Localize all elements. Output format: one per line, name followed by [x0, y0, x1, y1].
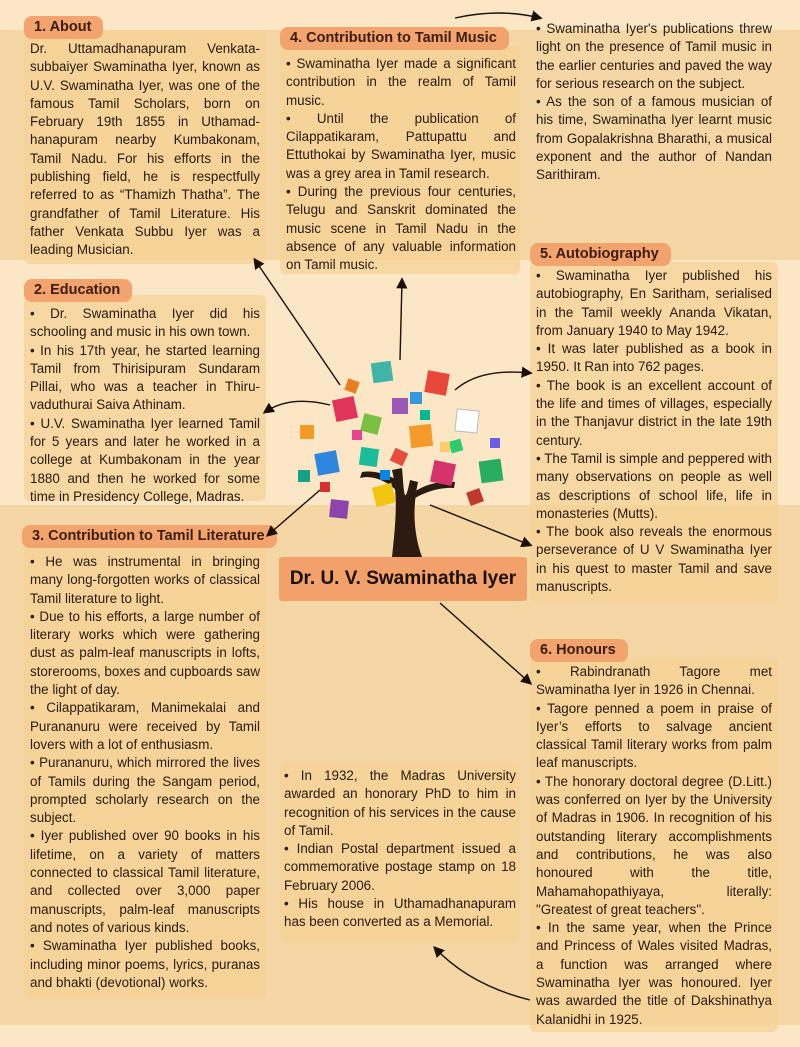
list-item: • Rabindranath Tagore met Swaminatha Iyer in 1926 in Chennai.	[536, 664, 772, 698]
autobiography-heading: 5. Autobiography	[530, 243, 671, 266]
page-title: Dr. U. V. Swaminatha Iyer	[279, 557, 527, 601]
list-item: • Tagore penned a poem in praise of Iyer’s efforts to salvage ancient classical Tamil literary works from palm leaf manuscripts.	[536, 700, 772, 771]
about-heading: 1. About	[24, 16, 103, 39]
list-item: • Due to his efforts, a large number of literary works which were gathering dust as palm-leaf manuscripts in lofts, storerooms, boxes and cupboards saw the light of day.	[30, 608, 260, 698]
list-item: • Cilappatikaram, Manimekalai and Purananuru were received by Tamil lovers with a lot of enthusiasm.	[30, 700, 260, 752]
education-heading: 2. Education	[24, 279, 132, 302]
list-item: • The honorary doctoral degree (D.Litt.) was conferred on Iyer by the University of Madras in 1906. In recognition of his outstanding literary accomplishments and contributions, he was also honoured with the title, Mahamahopathiyaya, literally: "Greatest of great teachers".	[536, 773, 772, 917]
list-item: • Purananuru, which mirrored the lives of Tamils during the Sangam period, prompted scholarly research on the subject.	[30, 755, 260, 826]
list-item: • Swaminatha Iyer published books, including minor poems, lyrics, puranas and bhakti (devotional) works.	[30, 938, 260, 990]
music-heading: 4. Contribution to Tamil Music	[280, 27, 509, 50]
list-item: • Swaminatha Iyer published his autobiography, En Saritham, serialised in the Tamil weekly Ananda Vikatan, from January 1940 to May 1942.	[536, 268, 772, 338]
list-item: • As the son of a famous musician of his time, Swaminatha Iyer learnt music from Gopalakrishna Bharathi, a musical exponent and the author of Nandan Sarithiram.	[536, 94, 772, 183]
list-item: • The book is an excellent account of the life and times of villages, especially in the Thanjavur district in the late 19th century.	[536, 377, 772, 448]
list-item: • Iyer published over 90 books in his lifetime, on a variety of matters connected to classical Tamil literature, and collected over 3,000 paper manuscripts, palm-leaf manuscripts and notes of various kinds.	[30, 828, 260, 935]
list-item: • His house in Uthamadhanapuram has been converted as a Memorial.	[284, 896, 516, 930]
list-item: • Until the publication of Cilappatikaram, Pattupattu and Ettuthokai by Swaminatha Iyer, music was a grey area in Tamil research.	[286, 110, 516, 181]
list-item: • He was instrumental in bringing many long-forgotten works of classical Tamil literature to light.	[30, 554, 260, 606]
list-item: • U.V. Swaminatha Iyer learned Tamil for 5 years and later he worked in a college at Kumbakonam in the year 1880 and then he worked for some time in Presidency College, Madras.	[30, 415, 260, 504]
list-item: • During the previous four centuries, Telugu and Sanskrit dominated the music scene in Tamil Nadu in the absence of any valuable information on Tamil music.	[286, 184, 516, 273]
list-item: • The book also reveals the enormous perseverance of U V Swaminatha Iyer in his quest to master Tamil and save manuscripts.	[536, 524, 772, 595]
about-paragraph: Dr. Uttamadhanapuram Venkata-subbaiyer Swaminatha Iyer, known as U.V. Swaminatha Iyer, was one of the famous Tamil Scholars, born on February 19th 1855 in Uthamad-hanapuram nearby Kumbakonam, Tamil Nadu. For his efforts in the publishing field, he is respectfully referred to as “Thamizh Thatha”. The grandfather of Tamil Literature. His father Venkata Subbu Iyer was a leading Musician.	[30, 41, 260, 258]
honours-heading: 6. Honours	[530, 639, 628, 662]
list-item: • It was later published as a book in 1950. It Ran into 762 pages.	[536, 341, 772, 375]
list-item: • In 1932, the Madras University awarded an honorary PhD to him in recognition of his services in the cause of Tamil.	[284, 768, 516, 838]
list-item: • In his 17th year, he started learning Tamil from Thirisipuram Sundaram Pillai, who was a teacher in Thiru-vaduthurai Saiva Athinam.	[30, 342, 260, 413]
literature-heading: 3. Contribution to Tamil Literature	[22, 525, 277, 548]
list-item: • Swaminatha Iyer's publications threw light on the presence of Tamil music in the earlier centuries and paved the way for serious research on the subject.	[536, 21, 772, 91]
list-item: • The Tamil is simple and peppered with many observations on people as well as descriptions of school life, life in monasteries (Mutts).	[536, 450, 772, 521]
list-item: • Dr. Swaminatha Iyer did his schooling and music in his own town.	[30, 306, 260, 340]
list-item: • Swaminatha Iyer made a significant contribution in the realm of Tamil music.	[286, 56, 516, 108]
list-item: • In the same year, when the Prince and Princess of Wales visited Madras, a function was arranged where Swaminatha Iyer was honoured. Iyer was awarded the title of Dakshinathya Kalanidhi in 1925.	[536, 920, 772, 1027]
list-item: • Indian Postal department issued a commemorative postage stamp on 18 February 2006.	[284, 841, 516, 893]
